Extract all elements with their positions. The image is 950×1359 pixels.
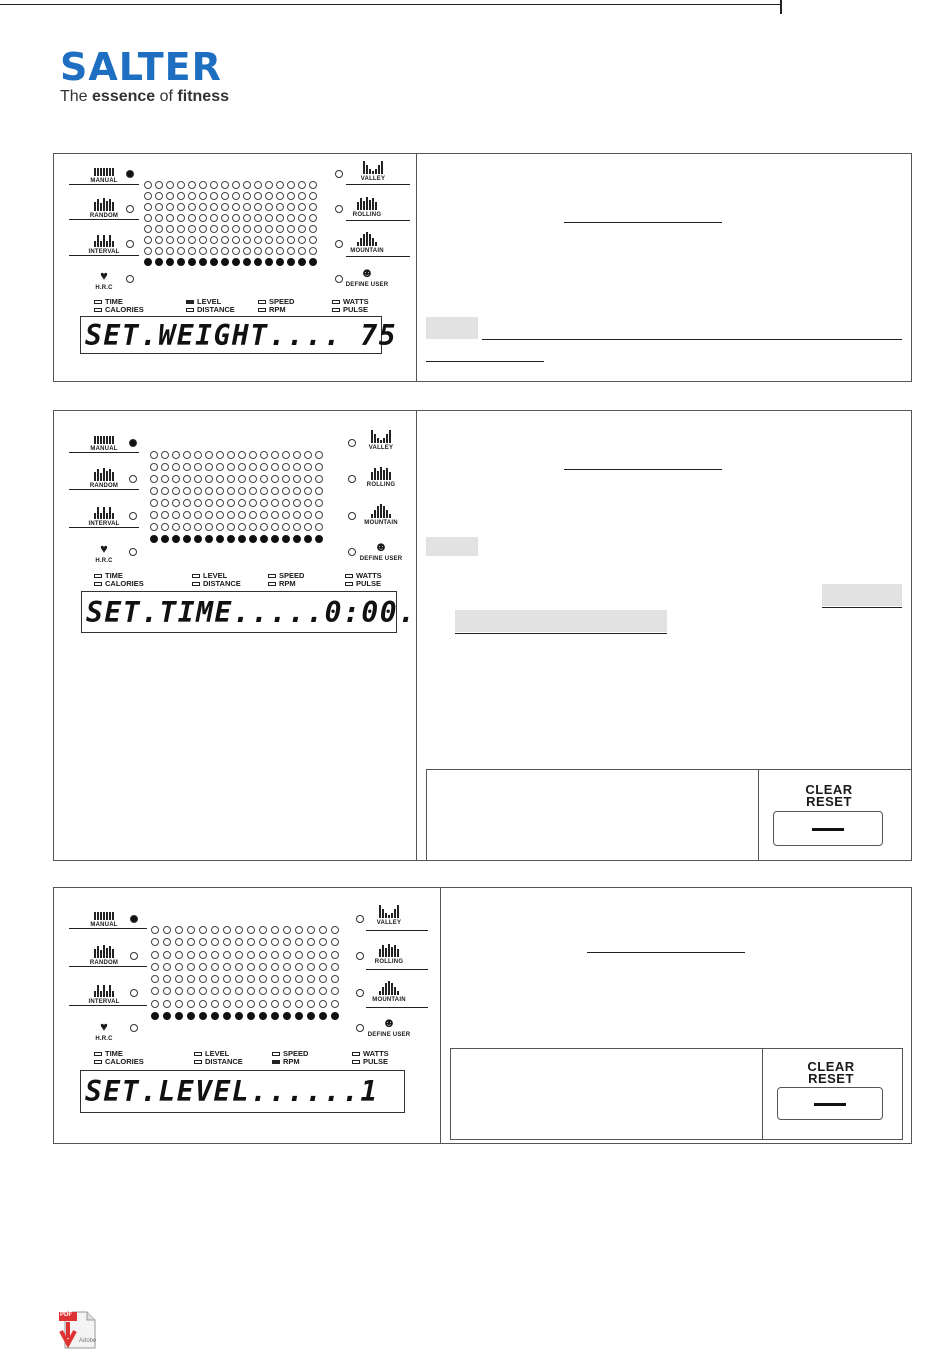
program-valley: VALLEY [354,904,424,926]
program-interval: INTERVAL [69,505,139,527]
heading-underline [564,469,722,470]
led-hrc [129,548,137,556]
console-display: MANUAL RANDOM INTERVAL ♥ H.R.C VALLEY ROLLING MOUNTAIN ☻ DEFINE USER TIME CALORIES LEVEL DISTANCE SPEED RPM WATTS PULSE SET.TIME.....0:00. [54,411,417,860]
segment-display [81,591,417,633]
led-manual [129,439,137,447]
panel-set-level [53,887,912,1144]
program-manual: MANUAL [69,906,139,928]
pdf-icon[interactable]: PDF Adobe [57,1308,99,1350]
program-random: RANDOM [69,197,139,219]
profile-dot-matrix [151,926,343,1024]
program-mountain: MOUNTAIN [346,504,416,526]
highlight-1-underline [822,607,902,608]
manual-icon [69,906,139,920]
segment-display [80,1070,405,1113]
highlight-1 [822,584,902,606]
rolling-icon [354,943,424,957]
logo-brand: SALTER [60,45,222,89]
logo-tagline: The essence of fitness [60,88,229,105]
user-icon: ☻ [374,539,388,554]
rolling-icon [346,466,416,480]
program-interval: INTERVAL [69,983,139,1005]
valley-icon [338,160,408,174]
highlight-2-underline [455,633,667,634]
program-define-user: ☻ DEFINE USER [332,266,402,288]
interval-icon [69,983,139,997]
heart-icon: ♥ [100,541,108,556]
clear-reset-button[interactable] [777,1087,883,1120]
note-label [426,317,478,339]
profile-dot-matrix [150,451,326,547]
program-rolling: ROLLING [354,943,424,965]
program-rolling: ROLLING [332,196,402,218]
top-rule [0,0,950,14]
led-interval [126,240,134,248]
program-mountain: MOUNTAIN [354,981,424,1003]
clear-reset-label: CLEAR RESET [807,1059,855,1086]
program-hrc: ♥ H.R.C [69,269,139,291]
led-hrc [130,1024,138,1032]
segment-text: SET.LEVEL......1 [85,1075,379,1108]
led-hrc [126,275,134,283]
program-rolling: ROLLING [346,466,416,488]
program-manual: MANUAL [69,162,139,184]
led-interval [129,512,137,520]
led-random [129,475,137,483]
note-underline-2 [426,361,544,362]
segment-display [80,316,398,354]
heart-icon: ♥ [100,268,108,283]
random-icon [69,944,139,958]
segment-text: SET.WEIGHT.... 75 [85,318,398,352]
clear-reset-button[interactable] [773,811,883,846]
user-icon: ☻ [360,265,374,280]
led-manual [126,170,134,178]
program-define-user: ☻ DEFINE USER [346,540,416,562]
console-display: MANUAL RANDOM INTERVAL ♥ H.R.C VALLEY ROLLING MOUNTAIN ☻ DEFINE USER TIME CALORIES LEVEL DISTANCE SPEED RPM WATTS PULSE SET.WEIGHT.... 75 [54,154,417,381]
program-hrc: ♥ H.R.C [69,1020,139,1042]
program-hrc: ♥ H.R.C [69,542,139,564]
profile-dot-matrix [144,181,320,269]
program-define-user: ☻ DEFINE USER [354,1016,424,1038]
led-random [126,205,134,213]
program-mountain: MOUNTAIN [332,232,402,254]
note-label [426,537,478,556]
program-random: RANDOM [69,467,139,489]
console-display: MANUAL RANDOM INTERVAL ♥ H.R.C VALLEY ROLLING MOUNTAIN ☻ DEFINE USER TIME CALORIES LEVEL DISTANCE SPEED RPM WATTS PULSE SET.LEVEL......1 [54,888,441,1143]
segment-text: SET.TIME.....0:00. [86,595,417,629]
heading-underline [587,952,745,953]
program-valley: VALLEY [338,160,408,182]
mountain-icon [332,232,402,246]
salter-logo [60,45,229,106]
user-icon: ☻ [382,1015,396,1030]
rolling-icon [332,196,402,210]
clear-reset-table [426,769,912,861]
mountain-icon [346,504,416,518]
clear-reset-table [450,1048,903,1140]
valley-icon [346,429,416,443]
valley-icon [354,904,424,918]
heart-icon: ♥ [100,1019,108,1034]
panel-set-time [53,410,912,861]
program-interval: INTERVAL [69,233,139,255]
led-random [130,952,138,960]
clear-reset-label: CLEAR RESET [805,782,853,809]
mountain-icon [354,981,424,995]
program-random: RANDOM [69,944,139,966]
panel-set-weight [53,153,912,382]
led-manual [130,915,138,923]
note-underline [482,339,902,340]
heading-underline [564,222,722,223]
highlight-2 [455,610,667,632]
program-valley: VALLEY [346,429,416,451]
led-interval [130,989,138,997]
program-manual: MANUAL [69,430,139,452]
